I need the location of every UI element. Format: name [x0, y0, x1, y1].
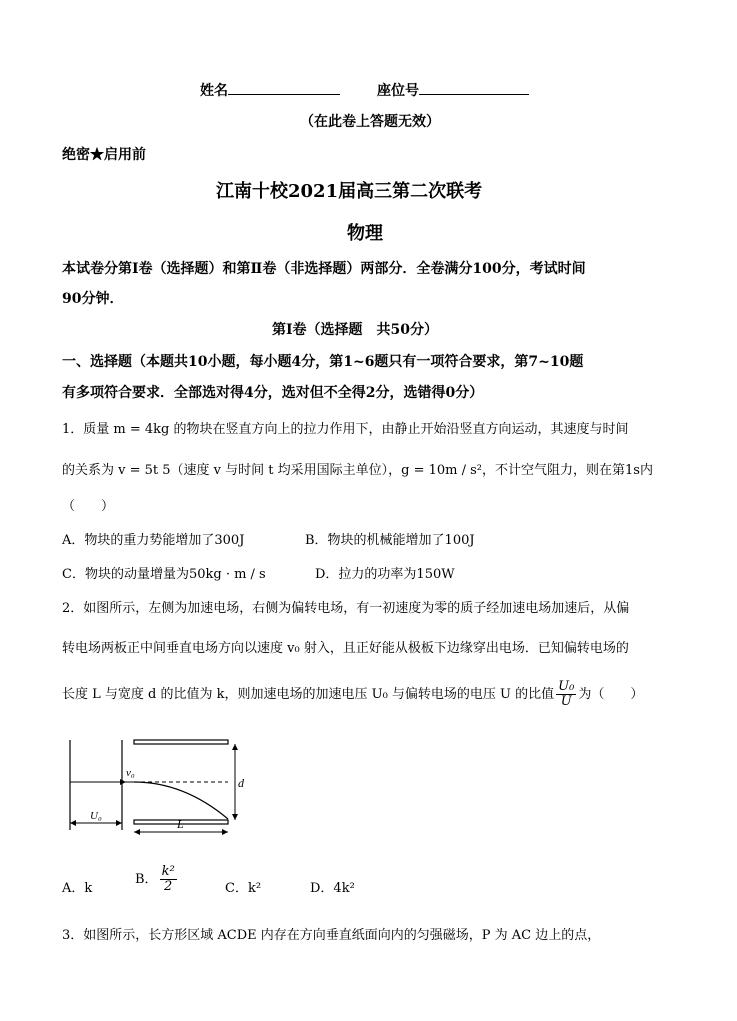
q2-option-b-denominator: 2	[163, 879, 173, 894]
deflect-plate-top	[134, 740, 228, 744]
secret-label: 绝密★启用前	[62, 147, 146, 163]
name-field	[200, 80, 340, 100]
q2-option-b-numerator: k²	[161, 864, 175, 879]
q1-option-c: C．物块的动量增量为50kg · m / s	[62, 567, 266, 582]
invalid-note: （在此卷上答题无效）	[300, 114, 440, 130]
l-arrow-left-icon	[134, 829, 140, 835]
q2-line-3-end: 为（ ）	[578, 687, 644, 702]
trajectory-curve	[134, 782, 228, 819]
q2-option-c: C．k²	[225, 881, 262, 896]
intro-line-1: 本试卷分第Ⅰ卷（选择题）和第Ⅱ卷（非选择题）两部分．全卷满分100分，考试时间	[62, 261, 586, 277]
l-arrow-right-icon	[222, 829, 228, 835]
seat-field	[377, 80, 529, 100]
l-label: L	[177, 817, 184, 831]
intro-line-2: 90分钟．	[62, 291, 124, 307]
entry-arrow-icon	[120, 779, 126, 785]
seat-label: 座位号	[377, 83, 419, 99]
q3-line-1: 3．如图所示，长方形区域 ACDE 内存在方向垂直纸面向内的匀强磁场，P 为 AC 边上的点，	[62, 928, 601, 943]
q2-option-b	[135, 865, 179, 894]
q2-ratio-numerator: U₀	[558, 679, 575, 694]
q2-line-3-text: 长度 L 与宽度 d 的比值为 k，则加速电场的加速电压 U₀ 与偏转电场的电压 U 的比值	[62, 687, 555, 702]
name-blank	[228, 80, 340, 95]
section-line-2: 有多项符合要求．全部选对得4分，选对但不全得2分，选错得0分）	[62, 385, 484, 401]
q1-line-1: 1．质量 m = 4kg 的物块在竖直方向上的拉力作用下，由静止开始沿竖直方向运动，其速度与时间	[62, 422, 629, 437]
d-arrow-up-icon	[232, 744, 238, 750]
q1-line-3: （ ）	[62, 499, 115, 514]
exam-title: 江南十校2021届高三第二次联考	[216, 181, 483, 202]
seat-blank	[419, 80, 529, 95]
subject-title: 物理	[347, 223, 383, 244]
q2-line-3	[62, 680, 643, 709]
d-label: d	[238, 776, 244, 790]
q2-line-2: 转电场两板正中间垂直电场方向以速度 v₀ 射入，且正好能从极板下边缘穿出电场．已知偏转电场的	[62, 641, 629, 656]
name-label: 姓名	[200, 83, 228, 99]
q2-option-b-fraction	[160, 865, 177, 894]
field-diagram	[64, 735, 249, 835]
q2-option-b-letter: B．	[135, 872, 158, 887]
volume-heading: 第Ⅰ卷（选择题 共50分）	[272, 322, 439, 338]
d-arrow-down-icon	[232, 814, 238, 820]
q2-ratio-denominator: U	[560, 694, 572, 709]
u0-arrow-left-icon	[70, 820, 76, 826]
section-line-1: 一、选择题（本题共10小题，每小题4分，第1~6题只有一项符合要求，第7~10题	[62, 354, 584, 370]
q2-line-1: 2．如图所示，左侧为加速电场，右侧为偏转电场，有一初速度为零的质子经加速电场加速后，从偏	[62, 601, 630, 616]
q1-line-2: 的关系为 v = 5t 5（速度 v 与时间 t 均采用国际主单位），g = 10m / s²，不计空气阻力，则在第1s内	[62, 463, 653, 478]
q1-option-a: A．物块的重力势能增加了300J	[62, 533, 245, 548]
q2-option-a: A．k	[62, 881, 93, 896]
q1-option-b: B．物块的机械能增加了100J	[305, 533, 475, 548]
q2-ratio-fraction	[556, 680, 576, 709]
u0-arrow-right-icon	[116, 820, 122, 826]
q2-option-d: D．4k²	[310, 881, 355, 896]
v0-label: v₀	[126, 767, 135, 779]
u0-label: U₀	[90, 810, 102, 822]
q1-option-d: D．拉力的功率为150W	[315, 567, 455, 582]
